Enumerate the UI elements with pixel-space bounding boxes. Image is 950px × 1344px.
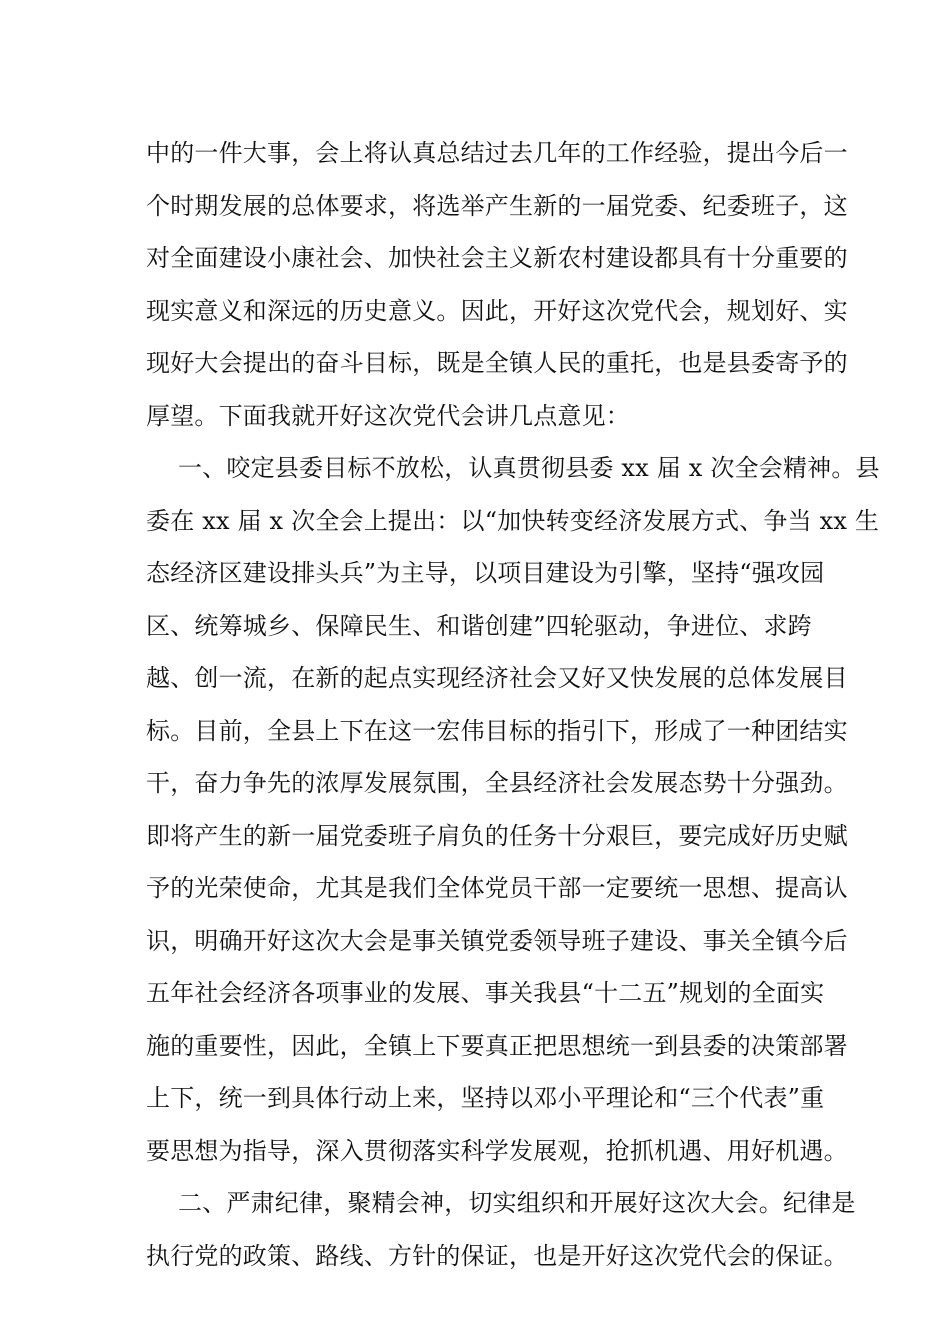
text-line: 对全面建设小康社会、加快社会主义新农村建设都具有十分重要的 [146,244,848,272]
text-line: 标。目前，全县上下在这一宏伟目标的指引下，形成了一种团结实 [146,716,848,745]
document-body [146,127,880,1282]
section-heading-line: 二、严肃纪律，聚精会神，切实组织和开展好这次大会。纪律是 [178,1189,856,1217]
text-line: 要思想为指导，深入贯彻落实科学发展观，抢抓机遇、用好机遇。 [146,1136,848,1165]
text-line: 区、统筹城乡、保障民生、和谐创建”四轮驱动，争进位、求跨 [146,611,812,640]
text-line: 中的一件大事，会上将认真总结过去几年的工作经验，提出今后一 [146,139,848,167]
text-line: 执行党的政策、路线、方针的保证，也是开好这次党代会的保证。 [146,1241,848,1270]
text-line: 厚望。下面我就开好这次党代会讲几点意见： [146,401,630,430]
text-line: 施的重要性，因此，全镇上下要真正把思想统一到县委的决策部署 [146,1031,848,1060]
section-heading-line: 一、咬定县委目标不放松，认真贯彻县委 xx 届 x 次全会精神。县 [178,454,880,482]
text-line: 态经济区建设排头兵”为主导，以项目建设为引擎，坚持“强攻园 [146,559,825,587]
text-line: 干，奋力争先的浓厚发展氛围，全县经济社会发展态势十分强劲。 [146,769,848,797]
text-line: 即将产生的新一届党委班子肩负的任务十分艰巨，要完成好历史赋 [146,821,848,850]
text-line: 越、创一流，在新的起点实现经济社会又好又快发展的总体发展目 [146,664,848,692]
text-line: 识，明确开好这次大会是事关镇党委领导班子建设、事关全镇今后 [146,926,848,955]
text-line: 委在 xx 届 x 次全会上提出：以“加快转变经济发展方式、争当 xx 生 [146,506,880,535]
text-line: 予的光荣使命，尤其是我们全体党员干部一定要统一思想、提高认 [146,874,848,902]
text-line: 五年社会经济各项事业的发展、事关我县“十二五”规划的全面实 [146,979,825,1007]
text-line: 个时期发展的总体要求，将选举产生新的一届党委、纪委班子，这 [146,191,848,220]
text-line: 现好大会提出的奋斗目标，既是全镇人民的重托，也是县委寄予的 [146,349,848,377]
text-line: 现实意义和深远的历史意义。因此，开好这次党代会，规划好、实 [146,296,848,325]
text-line: 上下，统一到具体行动上来，坚持以邓小平理论和“三个代表”重 [146,1084,825,1112]
